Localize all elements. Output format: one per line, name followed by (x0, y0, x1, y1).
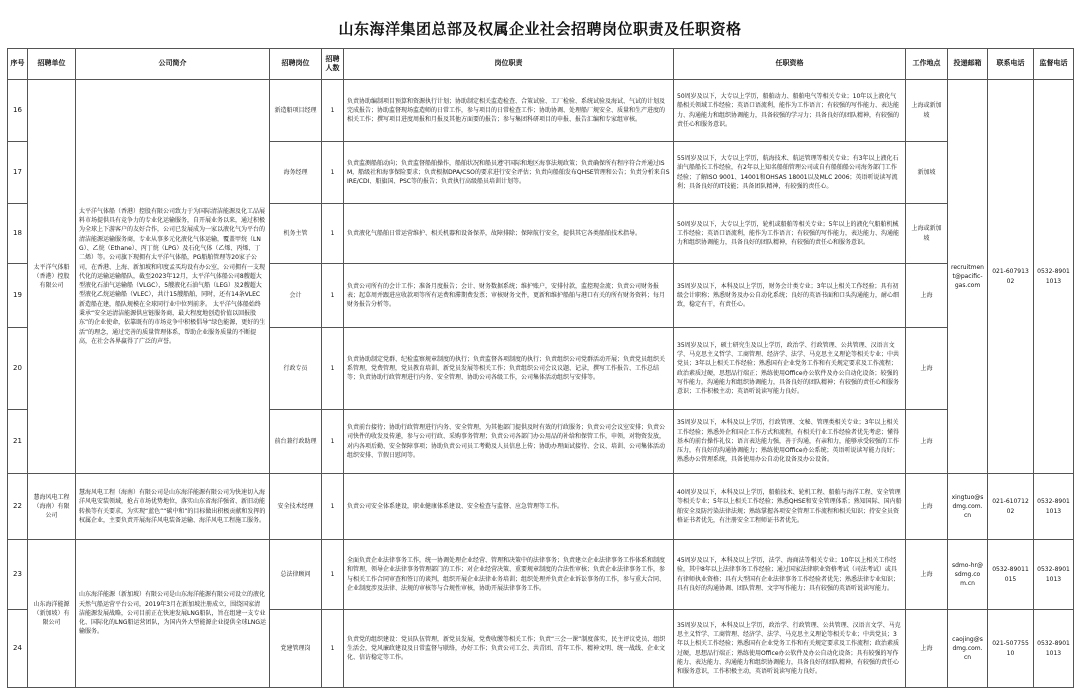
intro-cell: 山东海洋能源（新加坡）有限公司是山东海洋能源有限公司设立的液化天然气船运营平台公司，2019年3月在新加坡注册成立，围绕国家清洁能源发展战略，公司目前正在快速发展LNG船队，旨在组建一支专业化、国际化的LNG船运营团队，为国内外大型能源企业提供全球LNG运输服务。 (76, 540, 270, 688)
header-unit: 招聘单位 (28, 49, 76, 80)
supervise-cell: 0532-89011013 (1034, 610, 1074, 688)
qual-cell: 50周岁及以下，大专以上学历，轮机或船舶等相关专业；5年以上的液化气船舶机械工作经验；英语口语流利，能作为工作语言；有较强的写作能力，表达能力、沟通能力和组织协调能力，具备良好的团队精神，有较强的责任心和服务意识。 (674, 204, 906, 264)
header-email: 投递邮箱 (948, 49, 988, 80)
table-row (8, 80, 1074, 142)
row-no: 18 (8, 204, 28, 264)
unit-cell: 太平洋气体船（香港）控股有限公司 (28, 80, 76, 474)
qual-cell: 45周岁及以下，本科及以上学历，法学、海商法等相关专业；10年以上相关工作经验，其中8年以上法律事务工作经验；通过国家法律职业资格考试（司法考试）或具有律师执业资格；具有大型国有企业法律事务工作经验者优先；熟悉法律专业知识；具有良好的沟通协调、团队管理、文字写作能力；具有较强的英语听说读写能力。 (674, 540, 906, 610)
supervise-cell: 0532-89011013 (1034, 474, 1074, 540)
row-no: 16 (8, 80, 28, 142)
recruitment-table (7, 48, 1074, 688)
row-no: 23 (8, 540, 28, 610)
email-cell: xingtuo@sdmg.com.cn (948, 474, 988, 540)
header-supervise: 监督电话 (1034, 49, 1074, 80)
place-cell: 上海 (906, 264, 948, 328)
place-cell: 上海或新加坡 (906, 204, 948, 264)
duty-cell: 负责协助编制项目预算和资源执行计划；协助制定相关监造检查、合策试验、工厂检验、系统试验及海试、气试的计划及完成报告；协助监督现场监造师的日常工作，参与项目的日常检查工作；协助协调、处理船厂规安全、质量和生产进度的相关工作；撰写项目进度周报和月报及其他方面要的报告；参与集团科研项目的申报、报告汇编和专家组审核。 (344, 80, 674, 142)
table-row (8, 474, 1074, 540)
count-cell: 1 (322, 264, 344, 328)
place-cell: 新加坡 (906, 142, 948, 204)
count-cell: 1 (322, 410, 344, 474)
place-cell: 上海 (906, 474, 948, 540)
header-count: 招聘人数 (322, 49, 344, 80)
post-cell: 海务经理 (270, 142, 322, 204)
header-phone: 联系电话 (988, 49, 1034, 80)
place-cell: 上海 (906, 410, 948, 474)
email-cell: sdmo-hr@sdmg.com.cn (948, 540, 988, 610)
row-no: 20 (8, 328, 28, 410)
duty-cell: 负责公司安全体系建设，职业健康体系建设、安全检查与监督、应急管理等工作。 (344, 474, 674, 540)
duty-cell: 负责公司所有的会计工作；准备月度报告；会计、财务数据系统；维护账户，安排付款，监控现金流；负责公司财务报表；起草周并跟进应收款项等所有运费和滞期费发票；审核财务文件，更新和维护船舶与港口有关的所有财务资料；每月财务报告分析等。 (344, 264, 674, 328)
count-cell: 1 (322, 610, 344, 688)
phone-cell: 021-60791302 (988, 80, 1034, 474)
post-cell: 新造船项目经理 (270, 80, 322, 142)
place-cell: 上海或新加坡 (906, 80, 948, 142)
post-cell: 安全技术经理 (270, 474, 322, 540)
unit-cell: 慧海风电工程（海南）有限公司 (28, 474, 76, 540)
qual-cell: 35周岁及以下，本科及以上学历，行政管理、文秘、管理类相关专业；3年以上相关工作经验；熟悉外企和国企工作方式和流程，有相关行业工作经验者优先考虑；懂得基本的前台操作礼仪；语言表达能力强，善于沟通，有亲和力，能够承受较强的工作压力，有良好的沟通协调能力；熟练使用Office办公系统；英语听说读写能力良好；熟悉办公管理系统，具备使用办公自动化设备及办公设备。 (674, 410, 906, 474)
email-cell: recruitment@pacific-gas.com (948, 80, 988, 474)
post-cell: 党建管理岗 (270, 610, 322, 688)
duty-cell: 负责液化气船舶日常运营维护、相关机器和设备保养，故障排除；保障航行安全，提供其它各类船舶技术指导。 (344, 204, 674, 264)
duty-cell: 负责前台接待；协助行政管理进行内务、安全管理，为其他部门提供及时有效的行政服务；负责公司会议室安排；负责公司快件的收发及传递，参与公司行政、采购事务管理；负责公司各部门办公用品的补给和保管工作，申领，对物资发放，对内各项后勤、安全保障事项；协助负责公司员工考勤及人员信息上传；协助办理面试接待、会议、培训、公司集体活动组织安排、节假日慰问等。 (344, 410, 674, 474)
place-cell: 上海 (906, 610, 948, 688)
row-no: 24 (8, 610, 28, 688)
count-cell: 1 (322, 80, 344, 142)
qual-cell: 55周岁及以下，大专以上学历，航海技术、航运管理等相关专业；有3年以上液化石油气船船长工作经验，有2年以上知名船舶管理公司或自有船舶船公司海务部门工作经验；了解ISO 9001、14001和OHSAS 18001以及MLC 2006；英语听说读写流利；具备良好的IT技能；具备团队精神，有较强的责任心。 (674, 142, 906, 204)
count-cell: 1 (322, 142, 344, 204)
qual-cell: 50周岁及以下，大专以上学历，船舶动力、船舶电气等相关专业；10年以上液化气船相关领域工作经验；英语口语流利，能作为工作语言；有较强的写作能力、表达能力、沟通能力和组织协调能力，具备较强的学习力；具备良好的团队精神，有较强的责任心和服务意识。 (674, 80, 906, 142)
qual-cell: 35周岁及以下，硕士研究生及以上学历，政治学、行政管理、公共管理、汉语言文学、马克思主义哲学、工商管理、经济学、法学、马克思主义理论等相关专业；中共党员；3年以上相关工作经验；熟悉国有企业党务工作和有关规定要求及工作流程；政治素质过硬，思想品行端正；熟练使用Office办公软件及办公自动化设备；较强的写作能力，沟通能力和组织协调能力，具备良好的团队精神；有较强的责任心和服务意识；工作积极主动；英语听说读写能力良好。 (674, 328, 906, 410)
unit-cell: 山东海洋能源（新加坡）有限公司 (28, 540, 76, 688)
qual-cell: 40周岁及以下，本科及以上学历，船舶技术、轮机工程、船舶与海洋工程、安全管理等相关专业；5年以上相关工作经验；熟悉QHSE和安全管理体系；熟知国际、国内船舶安全及防污染法律法规；熟练掌握各项安全管理工作流程和相关知识；持安全员资格证书者优先，有注册安全工程师证书者优先。 (674, 474, 906, 540)
count-cell: 1 (322, 204, 344, 264)
phone-cell: 021-61071202 (988, 474, 1034, 540)
post-cell: 总法律顾问 (270, 540, 322, 610)
duty-cell: 负责党的组织建设：党员队伍管理，新党员发展，党费收缴等相关工作；负责“三会一课”制度落实，民主评议党员、组织生活会，党风廉政建设及日常监督与联络，办好工作；负责公司工会、共青团、青年工作、精神文明、统一战线、企业文化、信访稳定等工作。 (344, 610, 674, 688)
post-cell: 机务主管 (270, 204, 322, 264)
page-title: 山东海洋集团总部及权属企业社会招聘岗位职责及任职资格 (338, 20, 742, 38)
row-no: 22 (8, 474, 28, 540)
header-qual: 任职资格 (674, 49, 906, 80)
place-cell: 上海 (906, 540, 948, 610)
table-header-row (8, 49, 1074, 80)
intro-cell: 太平洋气体船（香港）控股有限公司致力于为国际清洁能源及化工品展料市场提供具有竞争力的专业化运输服务，自开展业务以来，通过积极为全球上下游客户的友好合作，公司已发展成为一家以液化气为平台的清洁能源运输服务商，专业从事多元化液化气体运输，覆盖甲烷（LNG）、乙烷（Ethane）、丙丁烷（LPG）及石化气体（乙烯、丙烯、丁二烯）等。公司旗下现拥有太平洋气体船，PG船舶管理等20家子公司，在香港、上海、新加坡和印度孟买均设有办公室，公司拥有一支现代化的运输运输船队，截至2023年12月，太平洋气体船公司8艘超大型液化石油气运输船（VLGC），5艘液化石油气船（LEG）及2艘超大型液化乙烷运输船（VLEC），共计15艘船舶，同时，还有14条VLEC新造船在建，船队规模在全球同行业中位列前茅。 太平洋气体船始终秉承“安全运清洁能源供应链服务商，最大程度地创造价值以回报股东”的企业使命，依靠既有的市场竞争中积极倡导“绿色能源，更好的生活”的理念，通过完善的质量管理体系，帮助企业服务质量的不断提高，在社会各界赢得了广泛的声誉。 (76, 80, 270, 474)
supervise-cell: 0532-89011013 (1034, 80, 1074, 474)
duty-cell: 负责监测船舶动向；负责监督船舶操作，船舶状况和船员遵守国际和地区海事法规政策；负责确保所有程序符合并通过ISM，船级社和海事保险要求；负责根据DPA/CSO的要求进行安全评估；负责向船舶发布QHSE管理和公告；负责分析来自SIRE/CDI、船旗国、PSC等的报告；负责执行高级船员培训计划等。 (344, 142, 674, 204)
header-intro: 公司简介 (76, 49, 270, 80)
qual-cell: 35周岁及以下，本科及以上学历，财务会计类专业；3年以上相关工作经验；具有初级会计职称；熟悉财务及办公自动化系统；良好的英语书面和口头沟通能力，耐心细致，稳定有干，有责任心。 (674, 264, 906, 328)
row-no: 21 (8, 410, 28, 474)
phone-cell: 021-50775510 (988, 610, 1034, 688)
post-cell: 行政专员 (270, 328, 322, 410)
intro-cell: 慧海风电工程（海南）有限公司是山东海洋能源有限公司为快速切入海洋风电安装领域，抢占市场优势地位，落实山东省海洋强省、新旧动能转换等有关要求，为实现“蓝色”“碳中和”的目标做出积极贡献和发挥的权属企业，主要负责开展海洋风电装备运输、海洋风电工程施工服务。 (76, 474, 270, 540)
count-cell: 1 (322, 474, 344, 540)
phone-cell: 0532-89011015 (988, 540, 1034, 610)
header-post: 招聘岗位 (270, 49, 322, 80)
qual-cell: 35周岁及以下，本科及以上学历，政治学、行政管理、公共管理、汉语言文学、马克思主义哲学、工商管理、经济学、法学、马克思主义理论等相关专业；中共党员；3年以上相关工作经验；熟悉国有企业党务工作和有关规定要求及工作流程；政治素质过硬，思想品行端正；熟练使用Office办公软件及办公自动化设备；具有较强的写作能力、表达能力、沟通能力和组织协调能力，具备良好的团队精神，有较强的责任心和服务意识，工作积极主动，英语听说读写能力良好。 (674, 610, 906, 688)
header-no: 序号 (8, 49, 28, 80)
duty-cell: 负责协助制定党群、纪检监察规章制度的执行；负责监督各项制度的执行；负责组织公司党群活动开展；负责党员组织关系管理，党费管理，党员教育培训、新党员发展等相关工作；负责组织公司会议议题、记录，撰写工作报告、工作总结等；负责协助行政管理进行内务、安全管理、协助公司各级工作，公司集体活动组织与安排等。 (344, 328, 674, 410)
supervise-cell: 0532-89011013 (1034, 540, 1074, 610)
email-cell: caojing@sdmg.com.cn (948, 610, 988, 688)
count-cell: 1 (322, 540, 344, 610)
duty-cell: 全面负责企业法律事务工作，统一协调处理企业经营、管理和决策中的法律事务；负责建立企业法律事务工作体系和制度和管理，领导企业法律事务管理部门的工作；对企业经营决策、重要规章制度的合法性审核；负责企业法律事务工作，参与相关工作合同审查和签订的谈判，组织开展企业法律业务培训；组织处理并负责企业诉讼事务的工作，参与重大合同、企业制度涉及法律、法规的审核等与合规性审核，协助开展法律事务工作。 (344, 540, 674, 610)
post-cell: 会计 (270, 264, 322, 328)
header-place: 工作地点 (906, 49, 948, 80)
post-cell: 前台兼行政助理 (270, 410, 322, 474)
place-cell: 上海 (906, 328, 948, 410)
table-row (8, 540, 1074, 610)
row-no: 19 (8, 264, 28, 328)
count-cell: 1 (322, 328, 344, 410)
row-no: 17 (8, 142, 28, 204)
header-duty: 岗位职责 (344, 49, 674, 80)
